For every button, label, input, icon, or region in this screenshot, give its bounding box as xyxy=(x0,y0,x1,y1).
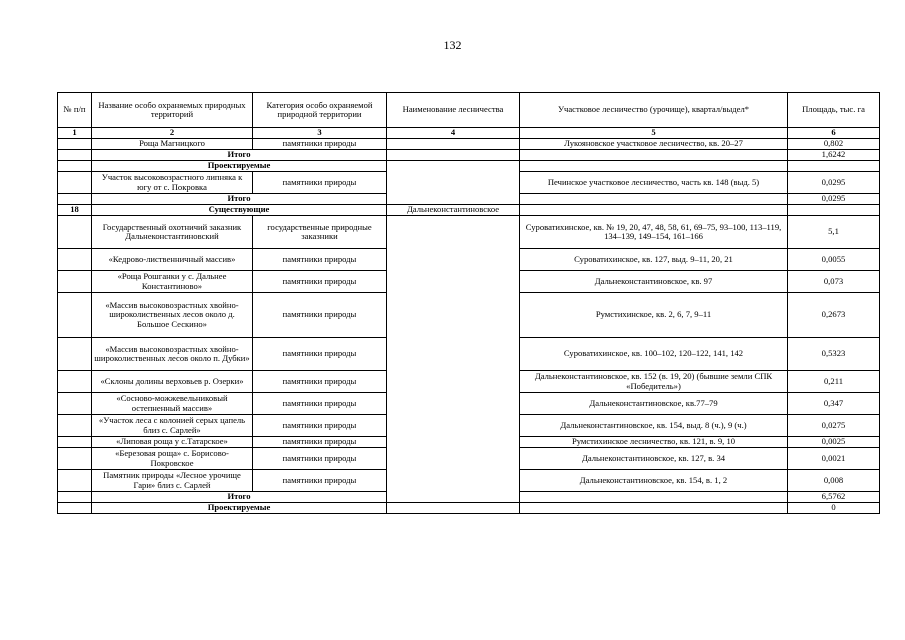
row-area: 0,2673 xyxy=(788,293,880,338)
row-location: Дальнеконстантиновское, кв. 152 (в. 19, 20) (бывшие земли СПК «Победитель») xyxy=(520,371,788,393)
total-label: Итого xyxy=(92,194,387,205)
row-area: 0,211 xyxy=(788,371,880,393)
header-name: Название особо охраняемых природных территорий xyxy=(92,93,253,128)
row-area: 0,0275 xyxy=(788,415,880,437)
row-location xyxy=(520,205,788,216)
row-number xyxy=(58,448,92,470)
row-area: 0 xyxy=(788,503,880,514)
row-number xyxy=(58,338,92,371)
table-row xyxy=(58,139,880,150)
row-name: «Участок леса с колонией серых цапель близ с. Сарлей» xyxy=(92,415,253,437)
row-number xyxy=(58,172,92,194)
total-area: 6,5762 xyxy=(788,492,880,503)
row-location: Дальнеконстантиновское, кв.77–79 xyxy=(520,393,788,415)
row-name: «Массив высоковозрастных хвойно-широколиственных лесов около д. Большое Сескино» xyxy=(92,293,253,338)
col-number-5: 5 xyxy=(520,128,788,139)
row-forestry xyxy=(387,150,520,161)
page-number: 132 xyxy=(443,38,462,52)
col-number-3: 3 xyxy=(253,128,387,139)
row-name: «Массив высоковозрастных хвойно-широколиственных лесов около п. Дубки» xyxy=(92,338,253,371)
row-location: Дальнеконстантиновское, кв. 127, в. 34 xyxy=(520,448,788,470)
row-category: памятники природы xyxy=(253,437,387,448)
row-category: памятники природы xyxy=(253,338,387,371)
row-category: памятники природы xyxy=(253,371,387,393)
section-row xyxy=(58,161,880,172)
row-forestry: Дальнеконстантиновское xyxy=(387,205,520,216)
row-name: Памятник природы «Лесное урочище Гари» близ с. Сарлей xyxy=(92,470,253,492)
row-category: памятники природы xyxy=(253,470,387,492)
row-forestry xyxy=(387,503,520,514)
row-location: Дальнеконстантиновское, кв. 154, в. 1, 2 xyxy=(520,470,788,492)
row-name: «Кедрово-лиственничный массив» xyxy=(92,249,253,271)
row-category: памятники природы xyxy=(253,249,387,271)
row-number xyxy=(58,249,92,271)
row-name: «Березовая роща» с. Борисово-Покровское xyxy=(92,448,253,470)
col-number-1: 1 xyxy=(58,128,92,139)
row-forestry xyxy=(387,216,520,503)
row-location: Печинское участковое лесничество, часть кв. 148 (выд. 5) xyxy=(520,172,788,194)
row-number xyxy=(58,470,92,492)
row-location: Дальнеконстантиновское, кв. 97 xyxy=(520,271,788,293)
row-location xyxy=(520,503,788,514)
row-location xyxy=(520,492,788,503)
row-area xyxy=(788,161,880,172)
row-number xyxy=(58,503,92,514)
row-location xyxy=(520,161,788,172)
total-label: Итого xyxy=(92,150,387,161)
row-category: памятники природы xyxy=(253,139,387,150)
row-number xyxy=(58,216,92,249)
row-area: 0,5323 xyxy=(788,338,880,371)
row-location: Суроватихинское, кв. 127, выд. 9–11, 20, 21 xyxy=(520,249,788,271)
row-area: 0,802 xyxy=(788,139,880,150)
row-number xyxy=(58,271,92,293)
row-name: «Липовая роща у с.Татарское» xyxy=(92,437,253,448)
row-category: памятники природы xyxy=(253,172,387,194)
row-forestry xyxy=(387,139,520,150)
total-label: Итого xyxy=(92,492,387,503)
header-number: № п/п xyxy=(58,93,92,128)
header-area: Площадь, тыс. га xyxy=(788,93,880,128)
row-area: 0,0055 xyxy=(788,249,880,271)
section-label: Проектируемые xyxy=(92,503,387,514)
table-header-row xyxy=(58,93,880,128)
section-label: Существующие xyxy=(92,205,387,216)
protected-areas-table xyxy=(57,92,880,514)
section-label: Проектируемые xyxy=(92,161,387,172)
row-category: памятники природы xyxy=(253,448,387,470)
header-location: Участковое лесничество (урочище), квартал/выдел* xyxy=(520,93,788,128)
row-number xyxy=(58,415,92,437)
row-category: памятники природы xyxy=(253,393,387,415)
row-location: Румстихинское, кв. 2, 6, 7, 9–11 xyxy=(520,293,788,338)
row-location: Суроватихинское, кв. № 19, 20, 47, 48, 58, 61, 69–75, 93–100, 113–119, 134–139, 149–154, 161–166 xyxy=(520,216,788,249)
row-location: Дальнеконстантиновское, кв. 154, выд. 8 (ч.), 9 (ч.) xyxy=(520,415,788,437)
row-location: Суроватихинское, кв. 100–102, 120–122, 141, 142 xyxy=(520,338,788,371)
col-number-6: 6 xyxy=(788,128,880,139)
row-name: «Роща Рошганки у с. Дальнее Константиново» xyxy=(92,271,253,293)
row-number xyxy=(58,437,92,448)
row-area: 0,0021 xyxy=(788,448,880,470)
row-category: государственные природные заказники xyxy=(253,216,387,249)
row-location: Лукояновское участковое лесничество, кв. 20–27 xyxy=(520,139,788,150)
row-name: Участок высоковозрастного липняка к югу от с. Покровка xyxy=(92,172,253,194)
row-location xyxy=(520,194,788,205)
header-category: Категория особо охраняемой природной территории xyxy=(253,93,387,128)
total-row xyxy=(58,150,880,161)
row-name: Роща Магницкого xyxy=(92,139,253,150)
row-name: Государственный охотничий заказник Дальнеконстантиновский xyxy=(92,216,253,249)
section-row xyxy=(58,205,880,216)
col-number-2: 2 xyxy=(92,128,253,139)
column-number-row xyxy=(58,128,880,139)
row-area: 0,008 xyxy=(788,470,880,492)
row-number xyxy=(58,150,92,161)
row-category: памятники природы xyxy=(253,271,387,293)
row-category: памятники природы xyxy=(253,415,387,437)
row-name: «Склоны долины верховьев р. Озерки» xyxy=(92,371,253,393)
row-number xyxy=(58,161,92,172)
row-number xyxy=(58,194,92,205)
total-area: 1,6242 xyxy=(788,150,880,161)
header-forestry: Наименование лесничества xyxy=(387,93,520,128)
row-forestry xyxy=(387,161,520,205)
row-area: 0,073 xyxy=(788,271,880,293)
row-number: 18 xyxy=(58,205,92,216)
table-row xyxy=(58,216,880,249)
row-area xyxy=(788,205,880,216)
row-number xyxy=(58,293,92,338)
row-name: «Сосново-можжевельниковый остепненный массив» xyxy=(92,393,253,415)
row-area: 0,0025 xyxy=(788,437,880,448)
section-row xyxy=(58,503,880,514)
row-location xyxy=(520,150,788,161)
row-number xyxy=(58,393,92,415)
row-category: памятники природы xyxy=(253,293,387,338)
row-area: 0,0295 xyxy=(788,172,880,194)
row-number xyxy=(58,371,92,393)
row-number xyxy=(58,492,92,503)
row-area: 5,1 xyxy=(788,216,880,249)
col-number-4: 4 xyxy=(387,128,520,139)
row-location: Румстихинское лесничество, кв. 121, в. 9, 10 xyxy=(520,437,788,448)
total-area: 0,0295 xyxy=(788,194,880,205)
row-area: 0,347 xyxy=(788,393,880,415)
row-number xyxy=(58,139,92,150)
